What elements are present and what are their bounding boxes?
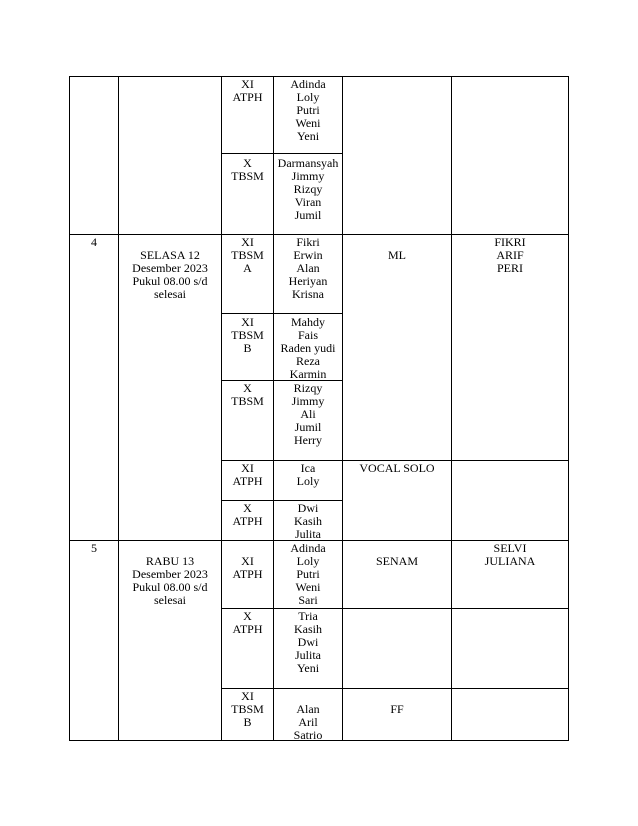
participants-cell: Rizqy Jimmy Ali Jumil Herry [291,381,325,447]
participants-cell: Adinda Loly Putri Weni Sari [290,541,326,607]
lomba-cell: VOCAL SOLO [359,461,435,475]
kelas-cell: XI ATPH [232,554,263,581]
kelas-cell: X TBSM [231,381,264,408]
row-number: 4 [91,235,97,249]
schedule-cell: RABU 13 Desember 2023 Pukul 08.00 s/d selesai [132,554,208,607]
lomba-cell: SENAM [375,554,418,568]
table-border-line [221,313,342,314]
table-border-line [568,76,569,741]
table-border-line [221,608,569,609]
juri-cell: SELVI JULIANA [484,541,536,568]
lomba-cell: FF [390,702,404,716]
participants-cell: Dwi Kasih Julita [294,501,322,541]
table-border-line [342,76,343,741]
participants-cell: Tria Kasih Dwi Julita Yeni [294,609,322,675]
juri-cell: FIKRI ARIF PERI [494,235,526,275]
participants-cell: Adinda Loly Putri Weni Yeni [290,77,326,143]
kelas-cell: XI TBSM B [231,315,264,355]
kelas-cell: XI TBSM B [231,689,264,729]
kelas-cell: X ATPH [232,609,263,636]
table-border-line [451,76,452,741]
table-border-line [221,153,342,154]
schedule-cell: SELASA 12 Desember 2023 Pukul 08.00 s/d selesai [132,248,208,301]
kelas-cell: X TBSM [231,156,264,183]
row-number: 5 [91,541,97,555]
table-border-line [221,688,569,689]
participants-cell: Darmansyah Jimmy Rizqy Viran Jumil [277,156,339,222]
kelas-cell: XI ATPH [232,461,263,488]
lomba-cell: ML [388,248,406,262]
table-border-line [118,76,119,741]
kelas-cell: XI TBSM A [231,235,264,275]
participants-cell: Fikri Erwin Alan Heriyan Krisna [288,235,328,301]
participants-cell: Mahdy Fais Raden yudi Reza Karmin [280,315,336,381]
kelas-cell: X ATPH [232,501,263,528]
participants-cell: Alan Aril Satrio [293,702,323,742]
kelas-cell: XI ATPH [232,77,263,104]
table-border-line [221,500,342,501]
participants-cell: Ica Loly [296,461,320,488]
table-border-line [69,76,70,741]
